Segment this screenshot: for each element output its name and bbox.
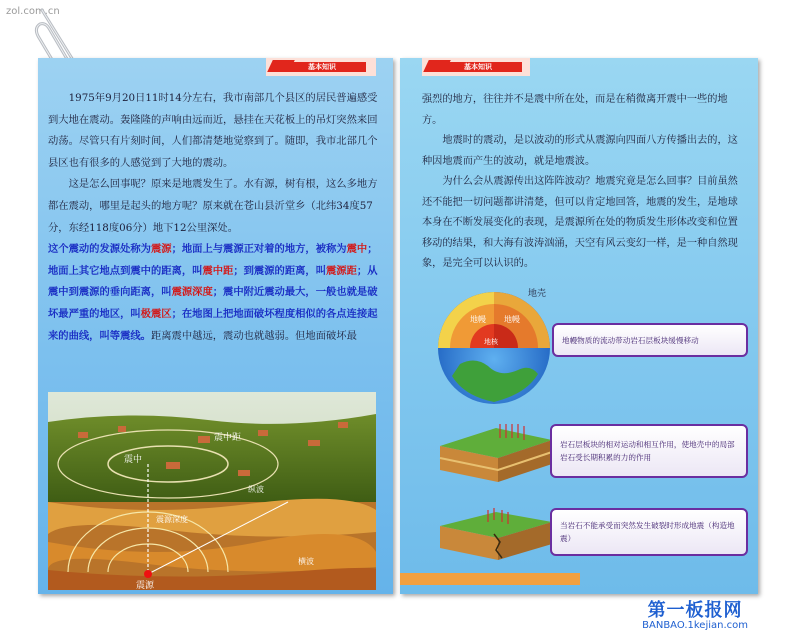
p3-text-5: ；从震中到震源的垂向距离，叫	[48, 264, 378, 299]
right-footer-strip	[400, 573, 580, 585]
p3-text-3: ；地面上其它地点到震中的距离，叫	[48, 243, 378, 277]
left-paragraph-1: 1975年9月20日11时14分左右，我市南部几个县区的居民普遍感受到大地在震动。轰隆隆的声响由远而近，悬挂在天花板上的吊灯突然来回动荡。尽管只有片刻时间，人们都清楚地觉察到了。随即，我市北部几个县区也有很多的人感觉到了大地的震动。	[48, 92, 378, 169]
callout-3-text: 当岩石不能承受而突然发生破裂时形成地震（构造地震）	[560, 521, 735, 543]
callout-1-text: 地幔物质的流动带动岩石层板块缓慢移动	[562, 335, 699, 345]
label-crust: 地壳	[528, 289, 547, 299]
logo-text-cn: 第一板报网	[647, 600, 743, 621]
logo-text-en: BANBAO.1kejian.com	[642, 620, 748, 631]
right-body	[422, 90, 746, 275]
right-paragraph-3: 为什么会从震源传出这阵阵波动？地震究竟是怎么回事？目前虽然还不能把一切问题都讲清楚，但可以肯定地回答，地震的发生，是地球本身在不断发展变化的表现，是震源所在处的物质发生形体改变和位置移动的结果，和大海有波涛汹涌，天空有风云变幻一样，是一种自然现象，是完全可以认识的。	[422, 176, 738, 269]
label-longitudinal-wave: 纵波	[248, 485, 264, 494]
label-focal-depth: 震源深度	[156, 515, 188, 524]
label-epicenter: 震中	[124, 455, 143, 465]
right-page	[400, 58, 758, 594]
left-section-label: 基本知识	[308, 63, 336, 71]
p3-text-2: ；地面上与震源正对着的地方，被称为	[171, 243, 347, 256]
term-focal-depth: 震源深度	[171, 286, 213, 299]
label-mantle-right: 地幔	[504, 315, 520, 324]
label-mantle-left: 地幔	[470, 315, 486, 324]
left-paragraph-3	[48, 239, 386, 347]
p3-text-1: 这个震动的发源处称为	[48, 243, 151, 256]
term-focus: 震源	[150, 243, 172, 256]
left-paragraph-2: 这是怎么回事呢？原来是地震发生了。水有源，树有根，这么多地方都在震动，哪里是起头的地方呢？原来就在苍山县沂堂乡（北纬34度57分，东经118度06分）地下12公里深处。	[48, 178, 378, 234]
callout-plate-interaction	[550, 424, 748, 478]
earthquake-diagram	[48, 392, 376, 590]
term-meizoseismal: 极震区	[140, 307, 172, 320]
label-transverse-wave: 横波	[298, 557, 314, 566]
left-body	[48, 88, 386, 347]
callout-mantle-flow	[552, 323, 748, 357]
callout-rock-rupture	[550, 508, 748, 556]
p3-text-7: ；在地图上把地面破坏程度相似的各点连接起来的曲线，叫等震线。	[48, 307, 378, 342]
right-paragraph-1: 强烈的地方，往往并不是震中所在处，而是在稍微离开震中一些的地方。	[422, 94, 728, 126]
label-epicentral-distance: 震中距	[214, 433, 242, 443]
callout-2-text: 岩石层板块的相对运动和相互作用，使地壳中的局部岩石受长期积累的力的作用	[560, 440, 735, 462]
right-paragraph-2: 地震时的震动，是以波动的形式从震源向四面八方传播出去的，这种因地震而产生的波动，就是地震波。	[422, 135, 738, 167]
p3-text-4: ；到震源的距离，叫	[233, 264, 327, 277]
earth-cutaway-diagram	[430, 286, 560, 406]
term-epicentral-distance: 震中距	[202, 264, 234, 277]
site-watermark: zol.com.cn	[6, 6, 60, 17]
label-core: 地核	[484, 338, 498, 346]
right-section-label: 基本知识	[464, 63, 492, 71]
p3-text-6: ；震中附近震动最大，一般也就是破坏最严重的地区，叫	[48, 286, 378, 320]
plate-block-diagram-2	[436, 504, 556, 568]
term-focal-distance: 震源距	[326, 264, 357, 277]
left-page	[38, 58, 393, 594]
plate-block-diagram-1	[436, 418, 556, 486]
term-epicenter: 震中	[346, 243, 368, 256]
p3-text-8: 距离震中越远，震动也就越弱。但地面破坏最	[150, 329, 357, 342]
site-logo-watermark	[642, 596, 748, 631]
label-focus: 震源	[136, 581, 155, 590]
